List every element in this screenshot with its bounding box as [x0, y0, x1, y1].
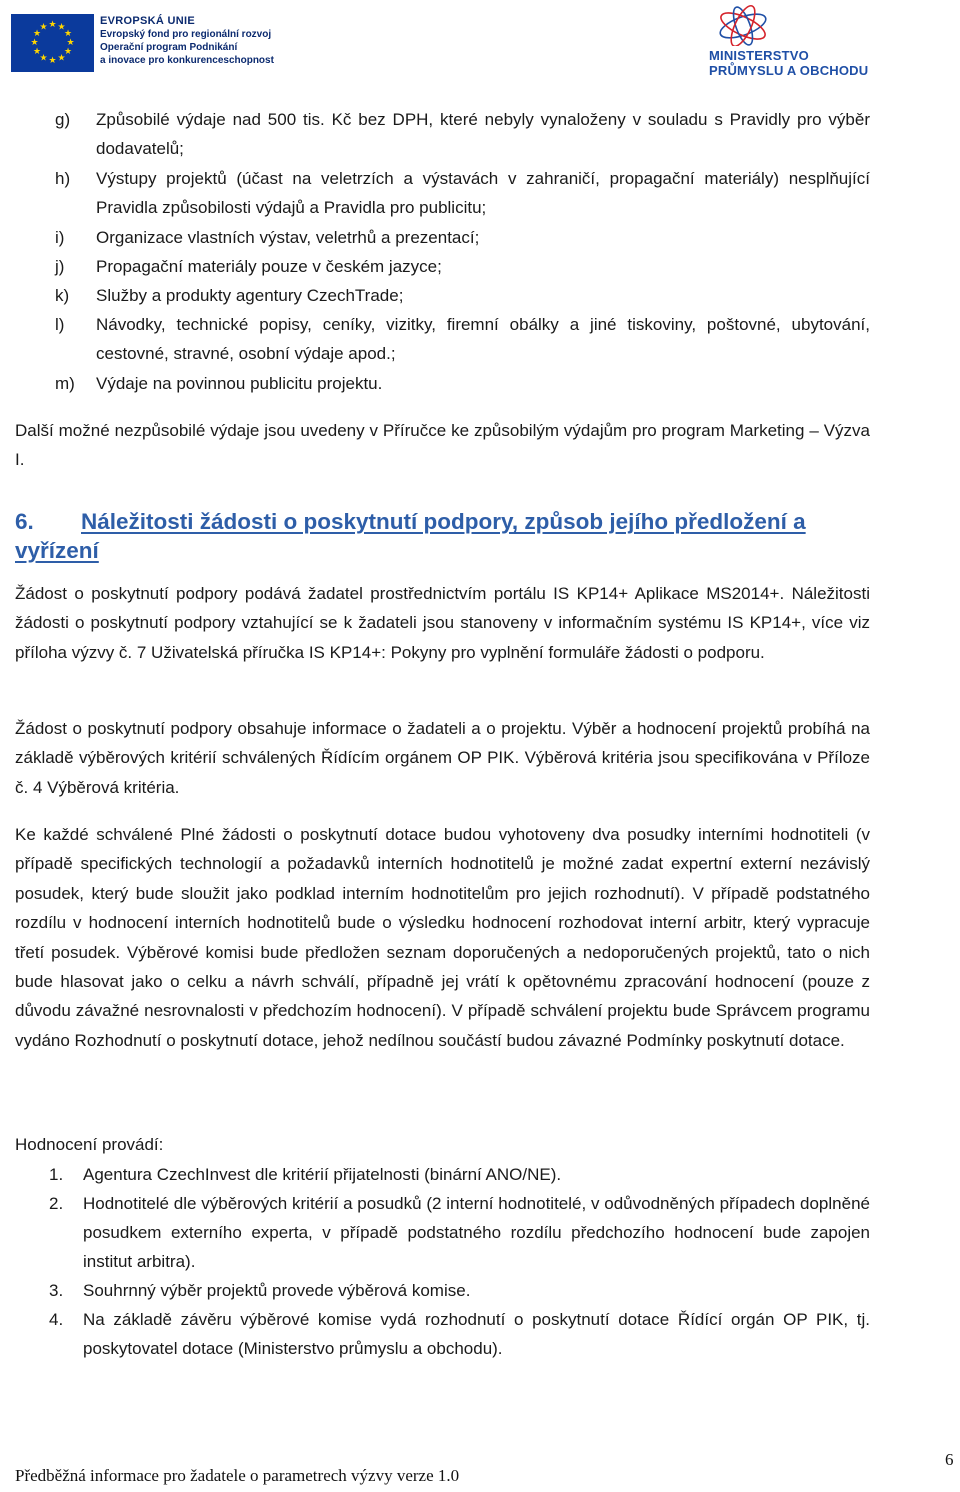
- list-marker: m): [55, 374, 75, 393]
- list-marker: k): [55, 286, 70, 305]
- section-number: 6.: [15, 509, 34, 534]
- list-marker: 2.: [49, 1194, 64, 1213]
- mpo-logo-line: PRŮMYSLU A OBCHODU: [709, 63, 869, 78]
- svg-text:★: ★: [57, 22, 66, 33]
- eu-logo-text: [100, 15, 275, 67]
- svg-text:★: ★: [30, 38, 39, 48]
- section-title: Náležitosti žádosti o poskytnutí podpory, způsob jejího předložení a vyřízení: [15, 509, 806, 563]
- list-marker: i): [55, 228, 65, 247]
- eu-logo-line: EVROPSKÁ UNIE: [100, 15, 195, 27]
- mpo-emblem-icon: [713, 4, 773, 46]
- svg-text:★: ★: [63, 29, 73, 39]
- svg-text:★: ★: [32, 29, 42, 39]
- mpo-logo: [705, 4, 875, 82]
- eu-logo: [11, 11, 274, 73]
- list-text: Výstupy projektů (účast na veletrzích a výstavách v zahraničí, propagační materiály) nesplňující Pravidla způsobilosti výdajů a Pravidla pro publicitu;: [96, 169, 870, 218]
- list-text: Služby a produkty agentury CzechTrade;: [96, 286, 404, 305]
- page-number: 6: [945, 1450, 954, 1469]
- svg-text:★: ★: [39, 22, 48, 33]
- mpo-logo-line: MINISTERSTVO: [709, 48, 809, 63]
- eu-logo-line: Operační program Podnikání: [100, 42, 238, 53]
- paragraph: Žádost o poskytnutí podpory podává žadatel prostřednictvím portálu IS KP14+ Aplikace MS2014+. Náležitosti žádosti o poskytnutí podpory vztahující se k žadateli jsou stanoveny v informačním systému IS KP14+, více viz příloha výzvy č. 7 Uživatelská příručka IS KP14+: Pokyny pro vyplnění formuláře žádosti o podporu.: [15, 584, 870, 662]
- page-footer: Předběžná informace pro žadatele o parametrech výzvy verze 1.0: [15, 1466, 460, 1485]
- list-text: Organizace vlastních výstav, veletrhů a prezentací;: [96, 228, 480, 247]
- list-text: Výdaje na povinnou publicitu projektu.: [96, 374, 383, 393]
- list-text: Na základě závěru výběrové komise vydá rozhodnutí o poskytnutí dotace Řídící orgán OP PIK, tj. poskytovatel dotace (Ministerstvo průmyslu a obchodu).: [83, 1310, 870, 1359]
- list-text: Propagační materiály pouze v českém jazyce;: [96, 257, 442, 276]
- list-marker: j): [55, 257, 65, 276]
- paragraph: Žádost o poskytnutí podpory obsahuje informace o žadateli a o projektu. Výběr a hodnocení projektů probíhá na základě výběrových kritérií schválených Řídícím orgánem OP PIK. Výběrová kritéria jsou specifikována v Příloze č. 4 Výběrová kritéria.: [15, 719, 870, 797]
- mpo-logo-text: [709, 48, 879, 78]
- list-marker: 1.: [49, 1165, 64, 1184]
- svg-text:★: ★: [39, 53, 48, 64]
- svg-text:★: ★: [48, 20, 57, 30]
- svg-text:★: ★: [57, 53, 66, 64]
- list-text: Způsobilé výdaje nad 500 tis. Kč bez DPH, které nebyly vynaloženy v souladu s Pravidly pro výběr dodavatelů;: [96, 110, 870, 159]
- eu-logo-line: a inovace pro konkurenceschopnost: [100, 55, 274, 66]
- list-marker: 4.: [49, 1310, 64, 1329]
- eu-logo-line: Evropský fond pro regionální rozvoj: [100, 29, 272, 40]
- section-heading: [15, 507, 875, 565]
- list-marker: g): [55, 110, 71, 129]
- list-marker: 3.: [49, 1281, 64, 1300]
- paragraph: Ke každé schválené Plné žádosti o poskytnutí dotace budou vyhotoveny dva posudky interními hodnotiteli (v případě specifických technologií a požadavků interních hodnotitelů je možné zadat expertní externí nezávislý posudek, který bude sloužit jako podklad interním hodnotitelům pro jejich rozhodnutí). V případě podstatného rozdílu v hodnocení interních hodnotitelů bude o výsledku hodnocení rozhodovat interní arbitr, který vypracuje třetí posudek. Výběrové komisi bude předložen seznam doporučených a nedoporučených projektů, tato o nich bude hlasovat jako o celku a návrh schválí, případně jej vrátí k opětovnému zpracování hodnocení (pouze z důvodu závažné nesrovnalosti v předchozím hodnocení). V případě schválení projektu bude Správcem programu vydáno Rozhodnutí o poskytnutí dotace, jehož nedílnou součástí budou závazné Podmínky poskytnutí dotace.: [15, 825, 870, 1050]
- svg-text:★: ★: [48, 56, 57, 66]
- svg-text:★: ★: [66, 38, 75, 48]
- list-marker: h): [55, 169, 71, 188]
- eu-flag-icon: [11, 14, 94, 72]
- evaluation-intro: Hodnocení provádí:: [15, 1135, 164, 1154]
- list-text: Souhrnný výběr projektů provede výběrová komise.: [83, 1281, 471, 1300]
- svg-text:★: ★: [32, 47, 42, 57]
- svg-text:★: ★: [63, 47, 73, 57]
- list-text: Hodnotitelé dle výběrových kritérií a posudků (2 interní hodnotitelé, v odůvodněných případech doplněné posudkem externího experta, v případě podstatného rozdílu předchozího hodnocení bude zapojen institut arbitra).: [83, 1194, 870, 1272]
- list-marker: l): [55, 315, 65, 334]
- list-text: Agentura CzechInvest dle kritérií přijatelnosti (binární ANO/NE).: [83, 1165, 562, 1184]
- paragraph-other-costs: Další možné nezpůsobilé výdaje jsou uvedeny v Příručce ke způsobilým výdajům pro program Marketing – Výzva I.: [15, 421, 870, 470]
- list-text: Návodky, technické popisy, ceníky, vizitky, firemní obálky a jiné tiskoviny, poštovné, ubytování, cestovné, stravné, osobní výdaje apod.;: [96, 315, 870, 364]
